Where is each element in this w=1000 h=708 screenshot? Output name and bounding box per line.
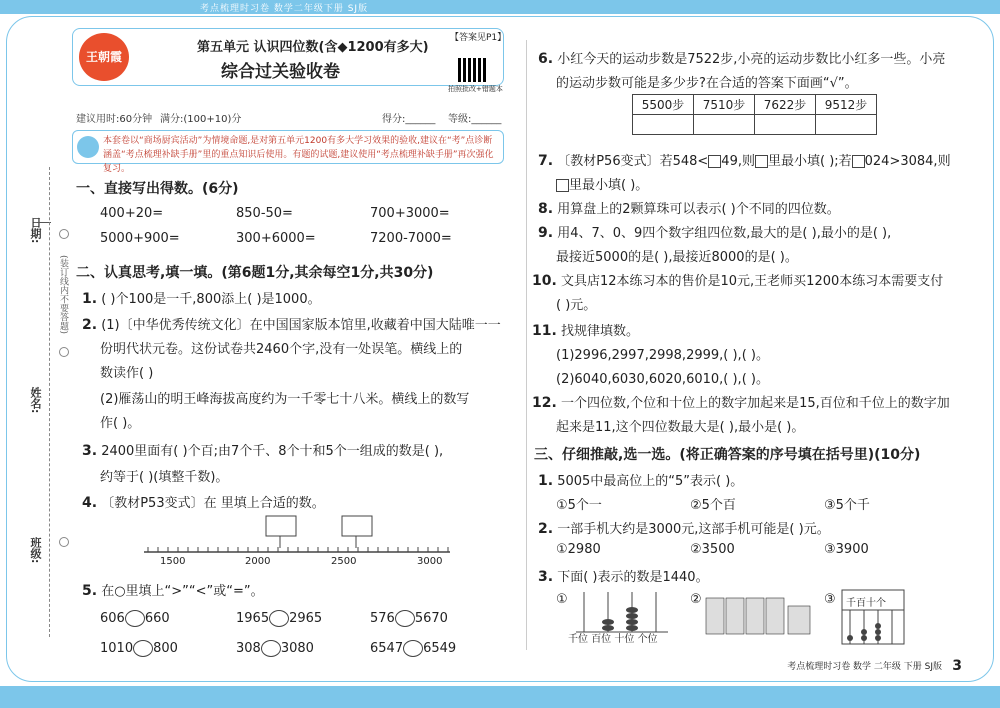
title-header <box>72 28 507 86</box>
name-label: 姓名: <box>29 387 42 414</box>
section1-heading: 一、直接写出得数。(6分) <box>76 181 239 197</box>
binding-margin <box>7 17 68 681</box>
section3-heading: 三、仔细推敲,选一选。(将正确答案的序号填在括号里)(10分) <box>534 447 921 463</box>
cubes-icon <box>704 592 814 642</box>
score-info: 满分:(100+10)分 <box>160 114 242 125</box>
calc-item: 5000+900= <box>100 231 180 246</box>
question-12: 12. 一个四位数,个位和十位上的数字加起来是15,百位和千位上的数字加 <box>532 395 950 411</box>
question-3: 3. 2400里面有( )个百;由7个千、8个十和5个一组成的数是( ), <box>82 443 444 459</box>
answer-reference: 【答案见P1】 <box>450 33 507 43</box>
qr-note: 拍照批改+错题本 <box>448 85 503 93</box>
question-7: 7. 〔教材P56变式〕若548< 49,则 里最小填( );若 024>3084,则 <box>538 153 951 169</box>
tick-label: 3000 <box>417 556 443 567</box>
seal-note: (装订线内不要答题) <box>58 255 68 335</box>
calc-item: 700+3000= <box>370 206 450 221</box>
compare-item: 576 5670 <box>370 611 448 626</box>
unit-title: 第五单元 认识四位数(含◆1200有多大) <box>197 40 429 55</box>
tick-label: 1500 <box>160 556 186 567</box>
score-field[interactable]: 得分:______ <box>382 114 436 125</box>
calc-item: 400+20= <box>100 206 164 221</box>
choice-1: 1. 5005中最高位上的“5”表示( )。 <box>538 473 744 489</box>
section2-heading: 二、认真思考,填一填。(第6题1分,其余每空1分,共30分) <box>76 265 434 281</box>
answer-box[interactable] <box>342 516 372 536</box>
place-labels-2: 千百十个 <box>846 598 886 609</box>
mascot-icon <box>77 136 99 158</box>
calc-item: 7200-7000= <box>370 231 452 246</box>
question-4: 4. 〔教材P53变式〕在 里填上合适的数。 <box>82 495 325 511</box>
steps-table: 5500步 7510步 7622步 9512步 <box>632 94 877 135</box>
compare-item: 606 660 <box>100 611 170 626</box>
grade-field[interactable]: 等级:______ <box>448 114 502 125</box>
cut-line <box>49 167 50 637</box>
footer-text: 考点梳理时习卷 数学 二年级 下册 SJ版 <box>787 662 942 672</box>
qr-code-icon[interactable] <box>458 58 486 82</box>
place-labels: 千位 百位 十位 个位 <box>568 634 658 645</box>
top-banner <box>0 0 1000 14</box>
question-5: 5. 在○里填上“>”“<”或“=”。 <box>82 583 264 599</box>
column-divider <box>526 40 527 650</box>
choice-3: 3. 下面( )表示的数是1440。 <box>538 569 709 585</box>
question-9: 9. 用4、7、0、9四个数字组四位数,最大的是( ),最小的是( ), <box>538 225 892 241</box>
question-2: 2. (1)〔中华优秀传统文化〕在中国国家版本馆里,收藏着中国大陆唯一一 <box>82 317 501 333</box>
class-label: 班级: <box>29 537 42 564</box>
question-1: 1. ( )个100是一千,800添上( )是1000。 <box>82 291 321 307</box>
question-6: 6. 小红今天的运动步数是7522步,小亮的运动步数比小红多一些。小亮 <box>538 51 946 67</box>
compare-item: 1010 800 <box>100 641 178 656</box>
calc-item: 850-50= <box>236 206 293 221</box>
bottom-banner <box>0 686 1000 708</box>
intro-note: 本套卷以“商场厨宾活动”为情境命题,是对第五单元1200有多大学习效果的验收,建议在“考”点诊断 涵盖“考点梳理补缺手册”里的重点知识后使用。有题的试题,建议使用“考点梳理补缺手册”再次强化复习。 <box>72 130 504 164</box>
brand-logo: 王朝霞 <box>79 33 129 81</box>
compare-item: 6547 6549 <box>370 641 457 656</box>
answer-box[interactable] <box>266 516 296 536</box>
time-info: 建议用时:60分钟 <box>76 114 153 125</box>
page-number: 3 <box>952 658 962 674</box>
page-title: 综合过关验收卷 <box>221 62 340 82</box>
calc-item: 300+6000= <box>236 231 316 246</box>
date-label: 日期: <box>29 217 42 244</box>
compare-item: 1965 2965 <box>236 611 323 626</box>
tick-label: 2500 <box>331 556 357 567</box>
choice-2: 2. 一部手机大约是3000元,这部手机可能是( )元。 <box>538 521 830 537</box>
tick-label: 2000 <box>245 556 271 567</box>
banner-text: 考点梳理时习卷 数学二年级下册 SJ版 <box>200 4 369 14</box>
number-line <box>140 512 460 568</box>
compare-item: 308 3080 <box>236 641 314 656</box>
question-10: 10. 文具店12本练习本的售价是10元,王老师买1200本练习本需要支付 <box>532 273 944 289</box>
question-11: 11. 找规律填数。 <box>532 323 639 339</box>
question-8: 8. 用算盘上的2颗算珠可以表示( )个不同的四位数。 <box>538 201 840 217</box>
